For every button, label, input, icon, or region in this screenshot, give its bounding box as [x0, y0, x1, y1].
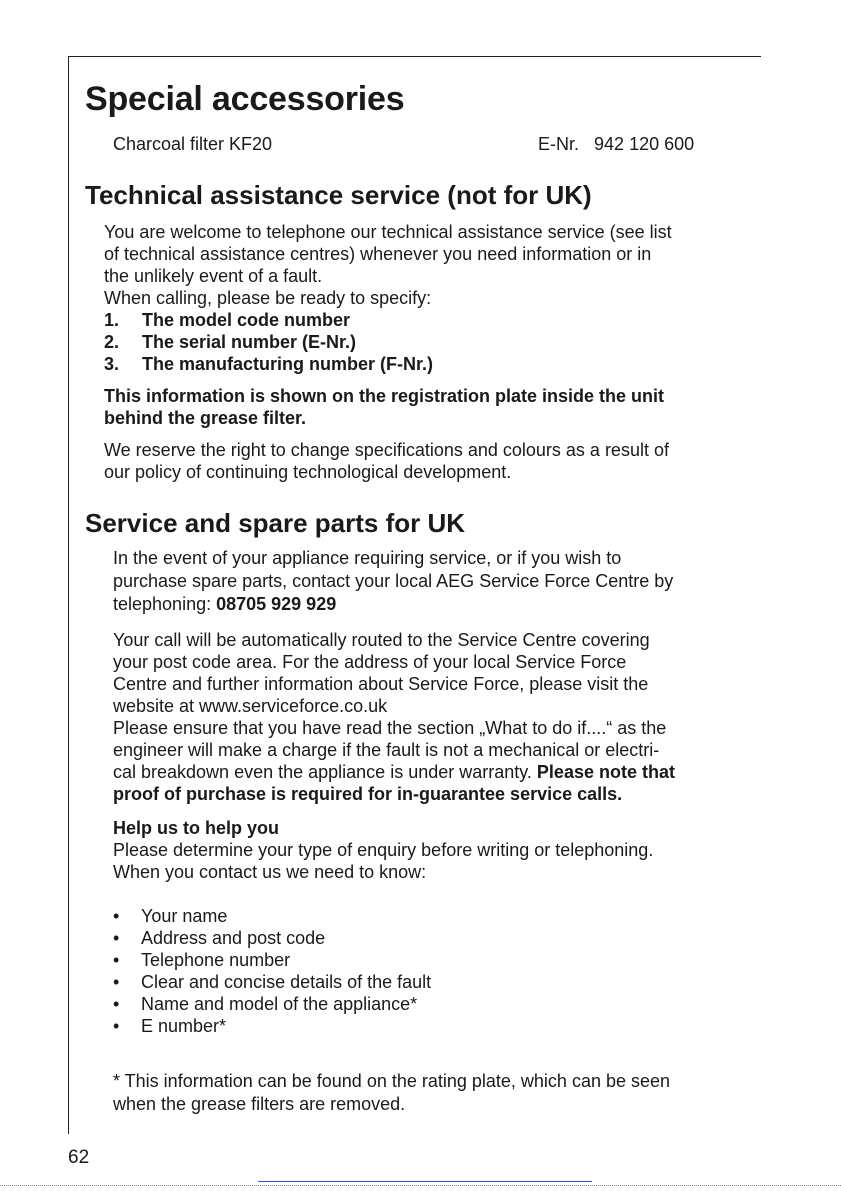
bullet-text: Name and model of the appliance* — [141, 994, 418, 1014]
reserve-line: our policy of continuing technological development. — [104, 462, 512, 482]
frame-top-rule — [68, 56, 761, 57]
tech-intro — [104, 221, 744, 309]
list-item — [113, 1015, 753, 1037]
enr-value: 942 120 600 — [594, 134, 695, 154]
footnote — [113, 1070, 753, 1116]
list-item — [104, 353, 744, 375]
bullet-text: Clear and concise details of the fault — [141, 972, 432, 992]
bullet: • — [113, 928, 120, 948]
uk-line: In the event of your appliance requiring service, or if you wish to — [113, 548, 622, 568]
footer-link-rule — [258, 1181, 592, 1182]
uk-line: Your call will be automatically routed to the Service Centre covering — [113, 630, 650, 650]
bullet: • — [113, 906, 120, 926]
list-item — [113, 971, 753, 993]
list-item — [113, 993, 753, 1015]
list-text: The serial number (E-Nr.) — [142, 332, 357, 352]
frame-left-rule — [68, 56, 69, 1134]
tech-reserve — [104, 439, 744, 483]
tech-numbered-list — [104, 309, 744, 375]
tech-line: the unlikely event of a fault. — [104, 266, 323, 286]
bullet: • — [113, 994, 120, 1014]
bullet: • — [113, 950, 120, 970]
list-number: 3. — [104, 354, 120, 374]
tech-line: You are welcome to telephone our technical assistance service (see list — [104, 222, 672, 242]
tech-note — [104, 385, 744, 429]
list-item — [113, 949, 753, 971]
tech-line: When calling, please be ready to specify: — [104, 288, 432, 308]
uk-line: your post code area. For the address of your local Service Force — [113, 652, 627, 672]
tech-heading: Technical assistance service (not for UK) — [85, 180, 592, 210]
footnote-line: when the grease filters are removed. — [113, 1094, 406, 1114]
uk-paragraph-1 — [113, 547, 753, 616]
page-number: 62 — [68, 1147, 90, 1168]
uk-line: engineer will make a charge if the fault is not a mechanical or electri- — [113, 740, 660, 760]
list-item — [104, 309, 744, 331]
reserve-line: We reserve the right to change specifications and colours as a result of — [104, 440, 669, 460]
uk-paragraph-2 — [113, 629, 753, 805]
bullet-text: Address and post code — [141, 928, 326, 948]
phone-number: 08705 929 929 — [216, 594, 337, 614]
phone-prefix: telephoning: — [113, 594, 217, 614]
warranty-bold: Please note that — [536, 762, 675, 782]
note-line: This information is shown on the registration plate inside the unit — [104, 386, 665, 406]
footnote-line: * This information can be found on the rating plate, which can be seen — [113, 1071, 671, 1091]
note-line: behind the grease filter. — [104, 408, 307, 428]
help-section — [113, 817, 753, 883]
tech-line: of technical assistance centres) whenever you need information or in — [104, 244, 652, 264]
list-item — [113, 927, 753, 949]
uk-line: Centre and further information about Service Force, please visit the — [113, 674, 649, 694]
list-text: The model code number — [142, 310, 351, 330]
help-line: When you contact us we need to know: — [113, 862, 427, 882]
proof-of-purchase-line: proof of purchase is required for in-guarantee service calls. — [113, 784, 623, 804]
uk-line: Please ensure that you have read the section „What to do if....“ as the — [113, 718, 667, 738]
bullet: • — [113, 1016, 120, 1036]
uk-line — [113, 761, 753, 783]
warranty-text: cal breakdown even the appliance is under warranty. — [113, 762, 537, 782]
uk-line: website at www.serviceforce.co.uk — [113, 696, 388, 716]
footer-dotted-rule — [0, 1185, 841, 1186]
list-item — [113, 905, 753, 927]
uk-heading: Service and spare parts for UK — [85, 508, 466, 538]
bullet: • — [113, 972, 120, 992]
list-number: 2. — [104, 332, 120, 352]
uk-line: purchase spare parts, contact your local AEG Service Force Centre by — [113, 571, 674, 591]
list-number: 1. — [104, 310, 120, 330]
bullet-list — [113, 905, 753, 1037]
accessory-name: Charcoal filter KF20 — [113, 134, 273, 154]
bullet-text: Your name — [141, 906, 228, 926]
accessory-enr — [538, 133, 694, 155]
bullet-text: E number* — [141, 1016, 227, 1036]
list-item — [104, 331, 744, 353]
help-line: Please determine your type of enquiry before writing or telephoning. — [113, 840, 654, 860]
uk-line — [113, 593, 753, 616]
page-title: Special accessories — [85, 80, 405, 118]
help-heading: Help us to help you — [113, 818, 280, 838]
bullet-text: Telephone number — [141, 950, 291, 970]
enr-label: E-Nr. — [538, 134, 580, 154]
list-text: The manufacturing number (F-Nr.) — [142, 354, 434, 374]
